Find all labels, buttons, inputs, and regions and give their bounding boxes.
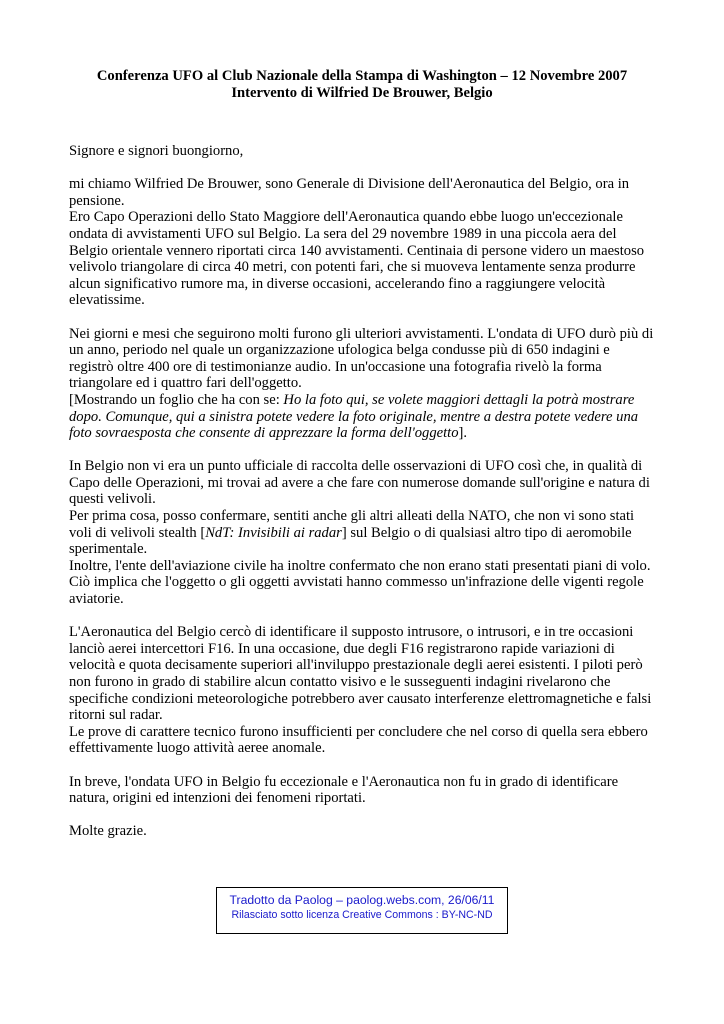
document-body [69,143,655,840]
document-title [69,68,655,102]
license-note: Rilasciato sotto licenza Creative Commons : BY-NC-ND [231,909,493,921]
paragraph-photo [69,392,655,442]
paragraph-civil-aviation: Inoltre, l'ente dell'aviazione civile ha inoltre confermato che non erano stati presentati piani di volo. Ciò implica che l'oggetto o gli oggetti avvistati hanno commesso un'infrazione delle vigenti regole aviatorie. [69,557,651,608]
photo-note-prefix: [Mostrando un foglio che ha con se: [69,391,284,408]
translator-note: NdT: Invisibili ai radar [205,524,342,541]
photo-note-italic: Ho la foto qui, se volete maggiori dettagli la potrà mostrare dopo. Comunque, qui a sinistra potete vedere la foto originale, mentre a destra potete vedere una foto sovraesposta che consente di apprezzare la forma dell'oggetto [69,391,639,442]
translation-credit: Tradotto da Paolog – paolog.webs.com, 26/06/11 [229,893,495,907]
paragraph-sightings: Ero Capo Operazioni dello Stato Maggiore dell'Aeronautica quando ebbe luogo un'eccezionale ondata di avvistamenti UFO sul Belgio. La sera del 29 novembre 1989 in una piccola aera del Belgio orientale vennero riportati circa 140 avvistamenti. Centinaia di persone videro un maestoso velivolo triangolare di circa 40 metri, con potenti fari, che si muoveva lentamente senza produrre alcun significativo rumore ma, in diverse occasioni, accelerando fino a raggiungere velocità elevatissime. [69,209,645,309]
closing: Molte grazie. [69,823,147,840]
stealth-suffix: ] sul Belgio o di qualsiasi altro tipo di aeromobile sperimentale. [69,524,632,558]
paragraph-intro: mi chiamo Wilfried De Brouwer, sono Generale di Divisione dell'Aeronautica del Belgio, ora in pensione. [69,176,630,209]
paragraph-f16: L'Aeronautica del Belgio cercò di identificare il supposto intrusore, o intrusori, e in tre occasioni lanciò aerei intercettori F16. In una occasione, due degli F16 registrarono rapide variazioni di velocità e quota decisamente superiori all'inviluppo prestazionale degli aerei esistenti. I piloti però non furono in grado di stabilire alcun contatto visivo e le susseguenti indagini rivelarono che specifiche condizioni meteorologiche potrebbero aver causato interferenze elettromagnetiche e falsi ritorni sul radar. [69,624,652,724]
stealth-prefix: Per prima cosa, posso confermare, sentiti anche gli altri alleati della NATO, che non vi sono stati voli di velivoli stealth [ [69,508,635,541]
paragraph-operations: In Belgio non vi era un punto ufficiale di raccolta delle osservazioni di UFO così che, in qualità di Capo delle Operazioni, mi trovai ad avere a che fare con numerose domande sull'origine e natura di questi velivoli. [69,458,650,508]
greeting: Signore e signori buongiorno, [69,143,244,159]
paragraph-evidence: Le prove di carattere tecnico furono insufficienti per concludere che nel corso di quella sera ebbero effettivamente luogo attività aeree anomale. [69,723,648,757]
paragraph-stealth [69,508,655,558]
translation-credit-box [216,887,508,934]
photo-note-suffix: ]. [458,425,468,442]
document-page [69,68,655,840]
paragraph-summary: In breve, l'ondata UFO in Belgio fu eccezionale e l'Aeronautica non fu in grado di identificare natura, origini ed intenzioni dei fenomeni riportati. [69,773,619,807]
paragraph-wave: Nei giorni e mesi che seguirono molti furono gli ulteriori avvistamenti. L'ondata di UFO durò più di un anno, periodo nel quale un organizzazione ufologica belga condusse più di 650 indagini e registrò oltre 400 ore di testimonianze audio. In un'occasione una fotografia rivelò la forma triangolare ed i quattro fari dell'oggetto. [69,325,654,392]
title-line-1: Conferenza UFO al Club Nazionale della Stampa di Washington – 12 Novembre 2007 [96,68,628,84]
title-line-2: Intervento di Wilfried De Brouwer, Belgio [231,85,493,101]
